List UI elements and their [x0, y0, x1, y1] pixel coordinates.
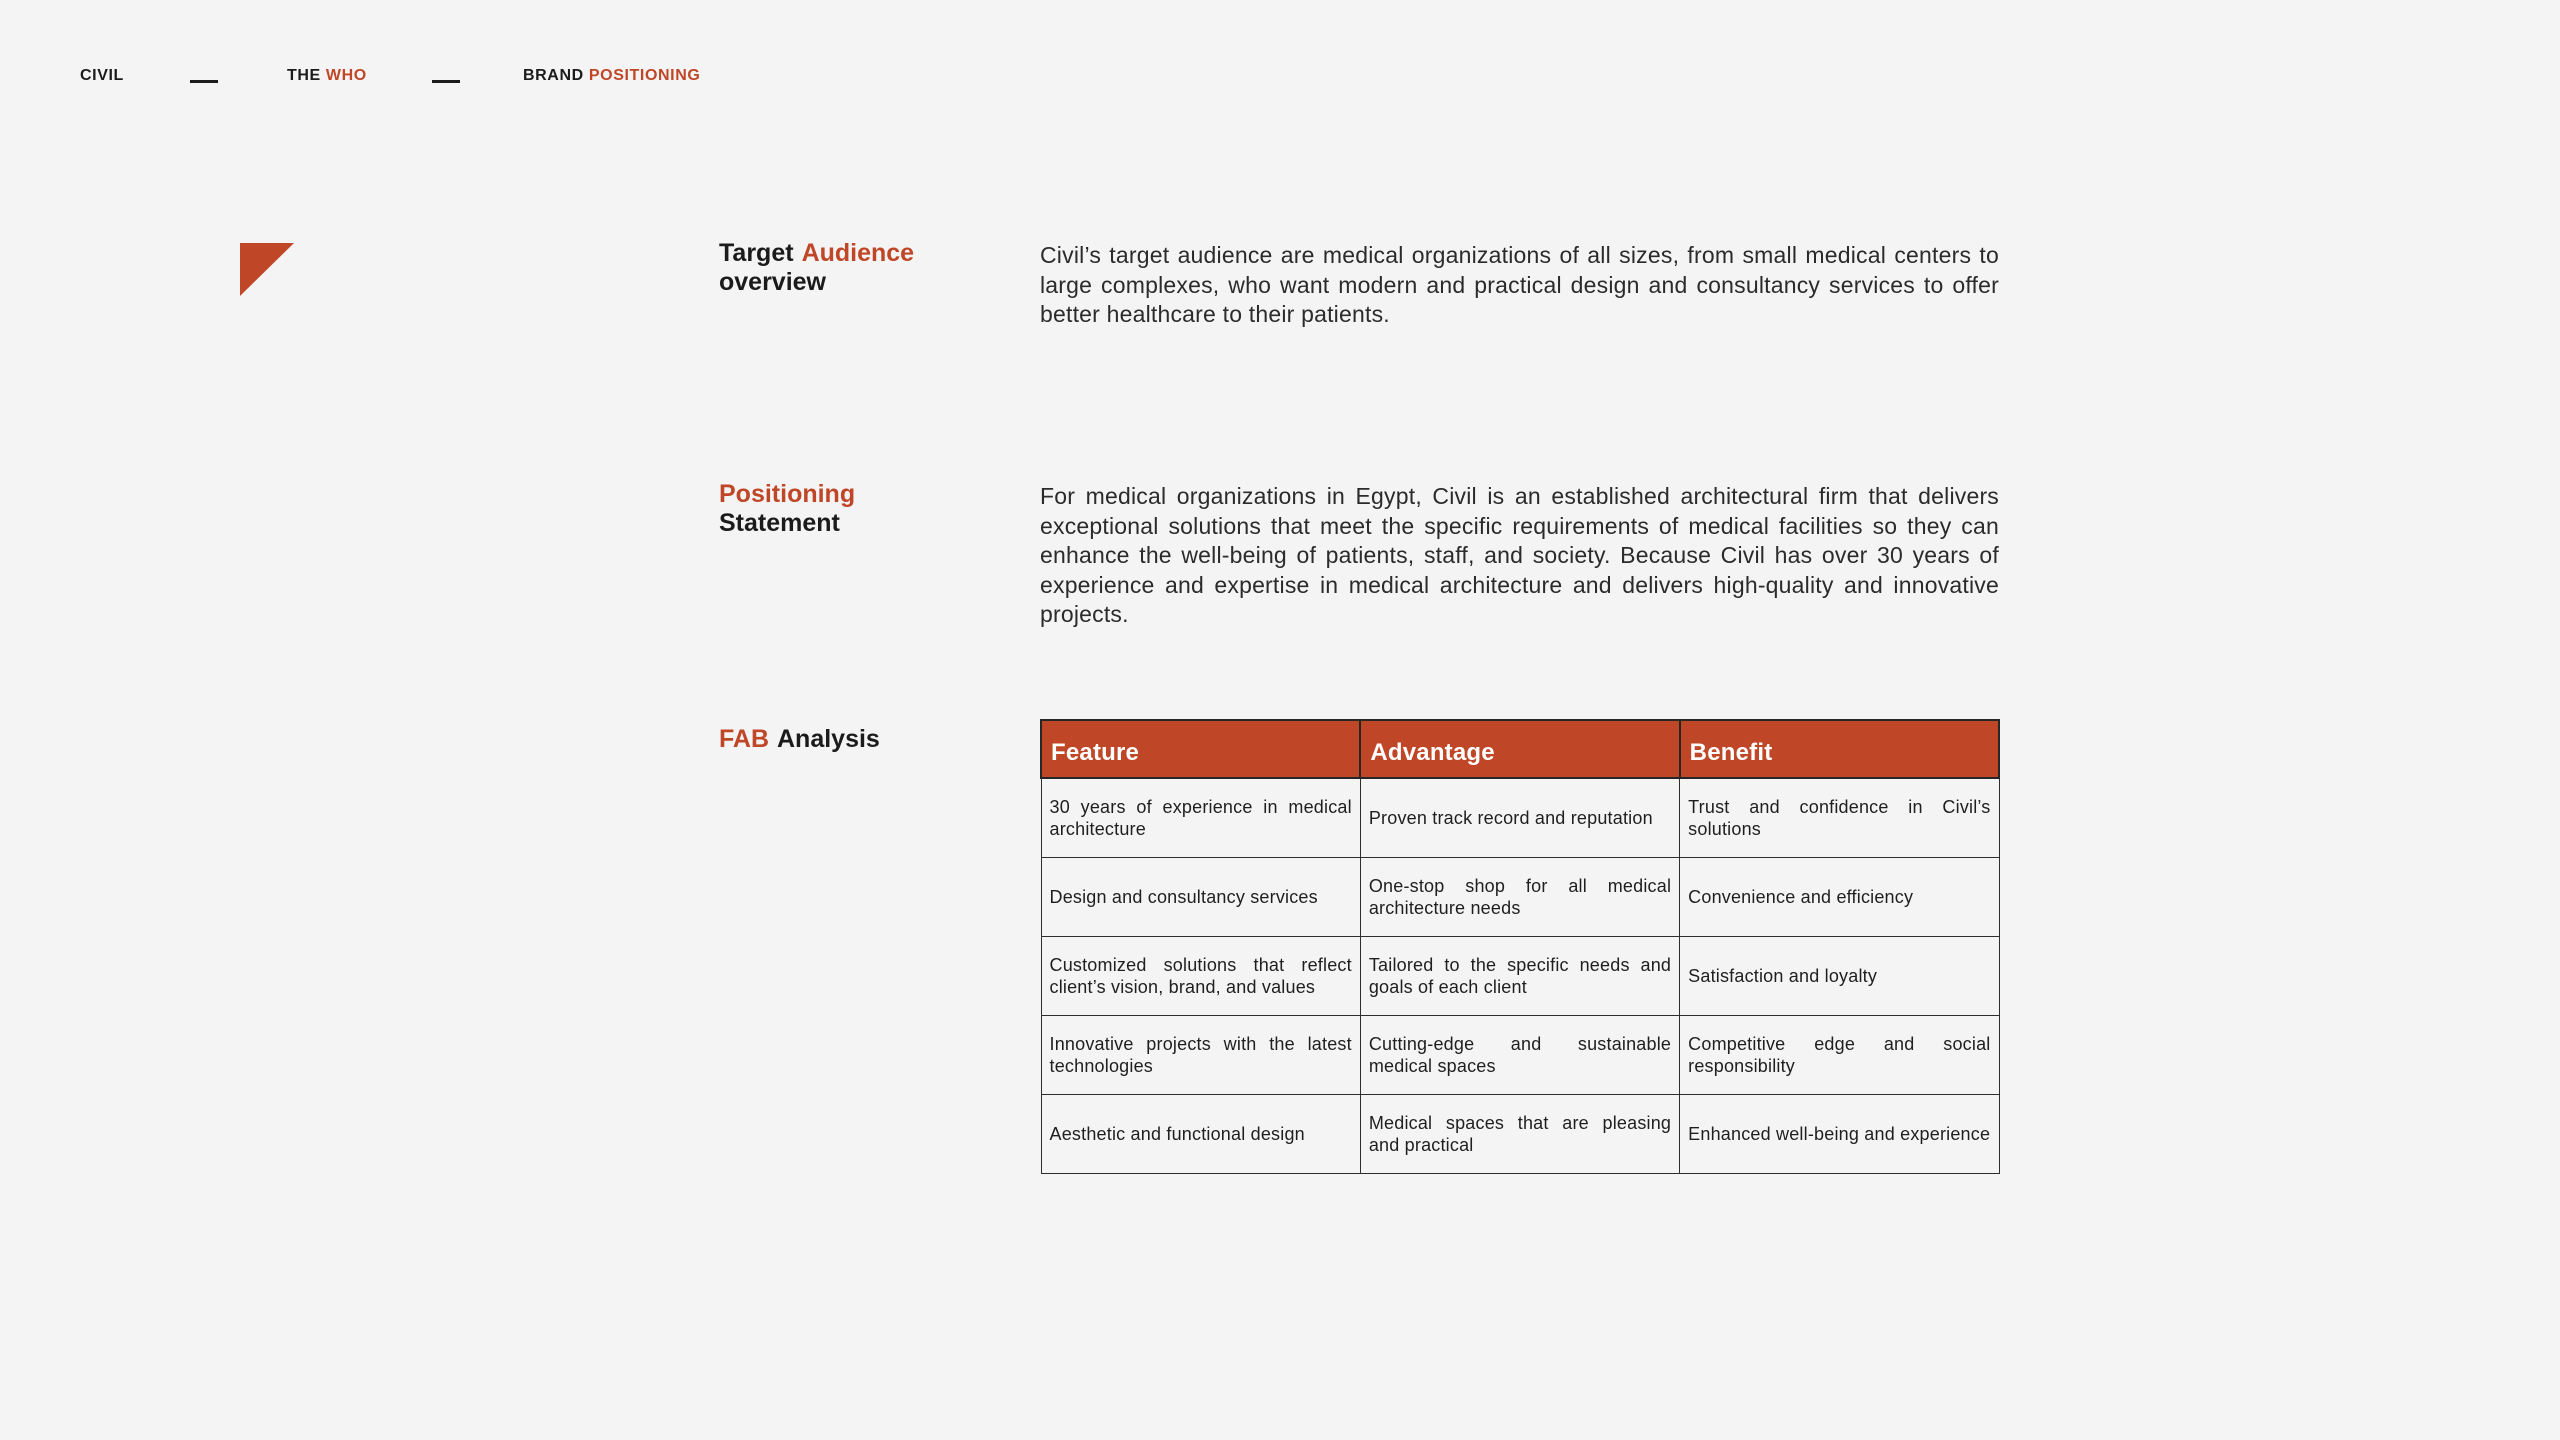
table-row: [1041, 936, 1999, 1015]
table-row: [1041, 1015, 1999, 1094]
triangle-mark-icon: [240, 243, 294, 296]
cell-feature-4: Innovative projects with the latest technologies: [1041, 1015, 1360, 1094]
cell-advantage-1: Proven track record and reputation: [1360, 778, 1679, 857]
column-header-benefit: Benefit: [1680, 720, 1999, 778]
section-title-target-audience: [719, 239, 1029, 297]
cell-benefit-3: Satisfaction and loyalty: [1680, 936, 1999, 1015]
breadcrumb-page-prefix: BRAND: [523, 67, 584, 84]
table-header-row: [1041, 720, 1999, 778]
cell-benefit-2: Convenience and efficiency: [1680, 857, 1999, 936]
cell-feature-5: Aesthetic and functional design: [1041, 1094, 1360, 1173]
title-statement: Statement: [719, 509, 840, 537]
cell-benefit-5: Enhanced well-being and experience: [1680, 1094, 1999, 1173]
breadcrumb-separator: [190, 80, 218, 83]
section-title-fab-analysis: [719, 725, 1029, 754]
title-audience: Audience: [801, 239, 915, 267]
cell-advantage-5: Medical spaces that are pleasing and practical: [1360, 1094, 1679, 1173]
title-positioning: Positioning: [719, 480, 856, 508]
title-analysis: Analysis: [777, 725, 880, 753]
breadcrumb-section-prefix: THE: [287, 67, 321, 84]
breadcrumb-page-highlight: POSITIONING: [588, 67, 701, 84]
breadcrumb-separator: [432, 80, 460, 83]
section-title-positioning: [719, 480, 1029, 538]
cell-benefit-4: Competitive edge and social responsibility: [1680, 1015, 1999, 1094]
breadcrumb-brand: CIVIL: [80, 67, 124, 84]
cell-advantage-4: Cutting-edge and sustainable medical spaces: [1360, 1015, 1679, 1094]
breadcrumb-page: [523, 66, 700, 86]
breadcrumb-section-highlight: WHO: [325, 67, 367, 84]
cell-feature-3: Customized solutions that reflect client’s vision, brand, and values: [1041, 936, 1360, 1015]
table-row: [1041, 1094, 1999, 1173]
title-fab: FAB: [719, 725, 769, 753]
fab-analysis-table: [1040, 719, 2000, 1174]
cell-advantage-2: One-stop shop for all medical architecture needs: [1360, 857, 1679, 936]
table-row: [1041, 857, 1999, 936]
cell-feature-2: Design and consultancy services: [1041, 857, 1360, 936]
title-overview: overview: [719, 268, 827, 296]
cell-benefit-1: Trust and confidence in Civil’s solutions: [1680, 778, 1999, 857]
table-row: [1041, 778, 1999, 857]
target-audience-paragraph: Civil’s target audience are medical organizations of all sizes, from small medical centers to large complexes, who want modern and practical design and consultancy services to offer better healthcare to their patients.: [1040, 242, 1999, 327]
title-target: Target: [719, 239, 794, 267]
cell-advantage-3: Tailored to the specific needs and goals of each client: [1360, 936, 1679, 1015]
column-header-feature: Feature: [1041, 720, 1360, 778]
positioning-paragraph: For medical organizations in Egypt, Civil is an established architectural firm that delivers exceptional solutions that meet the specific requirements of medical facilities so they can enhance the well-being of patients, staff, and society. Because Civil has over 30 years of experience and expertise in medical architecture and delivers high-quality and innovative projects.: [1040, 483, 1999, 627]
cell-feature-1: 30 years of experience in medical architecture: [1041, 778, 1360, 857]
column-header-advantage: Advantage: [1360, 720, 1679, 778]
breadcrumb-section: [287, 66, 367, 86]
